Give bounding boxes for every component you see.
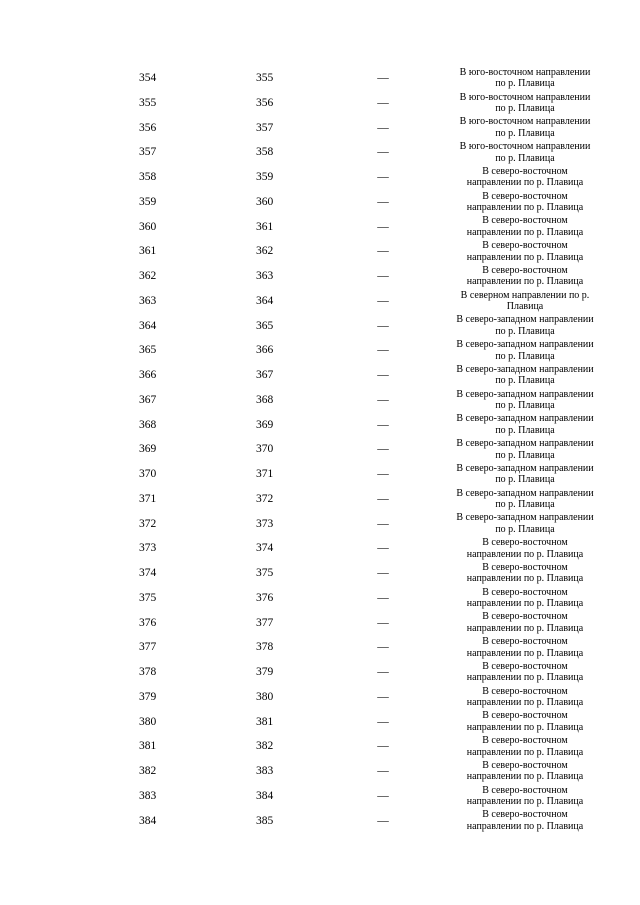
table-row — [0, 215, 640, 240]
direction-description-cell: В северо-западном направлении по р. Плавица — [456, 388, 594, 412]
table-row — [0, 512, 640, 537]
distance-cell: — — [377, 641, 389, 654]
table-row — [0, 190, 640, 215]
from-point-cell: 373 — [139, 542, 157, 555]
table-row — [0, 264, 640, 289]
table-row — [0, 363, 640, 388]
direction-description-cell: В северо-западном направлении по р. Плавица — [456, 339, 594, 362]
table-row — [0, 635, 640, 660]
from-point-cell: 362 — [139, 270, 157, 282]
distance-cell: — — [377, 294, 389, 307]
distance-cell: — — [377, 121, 389, 134]
from-point-cell: 383 — [139, 789, 157, 802]
from-point-cell: 358 — [139, 171, 157, 183]
from-point-cell: 375 — [139, 591, 157, 604]
to-point-cell: 379 — [256, 666, 274, 678]
distance-cell: — — [377, 666, 389, 678]
direction-description-cell: В северо-западном направлении по р. Плавица — [456, 438, 594, 461]
distance-cell: — — [377, 616, 389, 629]
direction-description-cell: В северо-восточном направлении по р. Плавица — [466, 660, 584, 684]
table-row — [0, 66, 640, 91]
table-row — [0, 759, 640, 784]
distance-cell: — — [377, 814, 389, 827]
table-row — [0, 91, 640, 116]
table-row — [0, 536, 640, 561]
table-row — [0, 809, 640, 834]
table-row — [0, 710, 640, 735]
direction-description-cell: В северо-восточном направлении по р. Плавица — [466, 685, 584, 709]
to-point-cell: 369 — [256, 418, 274, 431]
direction-description-cell: В юго-восточном направлении по р. Плавица — [459, 91, 591, 115]
from-point-cell: 372 — [139, 517, 157, 530]
from-point-cell: 366 — [139, 369, 157, 381]
distance-cell: — — [377, 468, 389, 480]
from-point-cell: 377 — [139, 641, 157, 654]
distance-cell: — — [377, 690, 389, 703]
direction-description-cell: В северо-восточном направлении по р. Плавица — [466, 561, 584, 585]
table-row — [0, 314, 640, 339]
to-point-cell: 383 — [256, 765, 274, 777]
distance-cell: — — [377, 765, 389, 777]
table-row — [0, 734, 640, 759]
direction-description-cell: В северо-восточном направлении по р. Плавица — [466, 784, 584, 808]
distance-cell: — — [377, 740, 389, 753]
table-row — [0, 611, 640, 636]
to-point-cell: 359 — [256, 171, 274, 183]
table-row — [0, 784, 640, 809]
distance-cell: — — [377, 591, 389, 604]
to-point-cell: 355 — [256, 72, 274, 84]
from-point-cell: 379 — [139, 690, 157, 703]
distance-cell: — — [377, 369, 389, 381]
direction-description-cell: В северо-восточном направлении по р. Плавица — [466, 215, 584, 238]
table-row — [0, 462, 640, 487]
direction-description-cell: В северном направлении по р. Плавица — [460, 289, 590, 313]
from-point-cell: 357 — [139, 146, 157, 159]
direction-description-cell: В северо-западном направлении по р. Плавица — [456, 413, 594, 436]
to-point-cell: 385 — [256, 814, 274, 827]
direction-description-cell: В северо-восточном направлении по р. Плавица — [466, 636, 584, 659]
to-point-cell: 377 — [256, 616, 274, 629]
direction-description-cell: В северо-западном направлении по р. Плавица — [456, 512, 594, 535]
direction-description-cell: В северо-восточном направлении по р. Плавица — [466, 190, 584, 214]
boundary-points-table — [0, 66, 640, 833]
table-row — [0, 338, 640, 363]
direction-description-cell: В северо-восточном направлении по р. Плавица — [466, 611, 584, 634]
direction-description-cell: В северо-западном направлении по р. Плавица — [456, 487, 594, 511]
table-row — [0, 586, 640, 611]
distance-cell: — — [377, 171, 389, 183]
direction-description-cell: В северо-восточном направлении по р. Плавица — [466, 735, 584, 758]
direction-description-cell: В северо-восточном направлении по р. Плавица — [466, 586, 584, 610]
distance-cell: — — [377, 96, 389, 109]
to-point-cell: 380 — [256, 690, 274, 703]
from-point-cell: 376 — [139, 616, 157, 629]
table-row — [0, 388, 640, 413]
distance-cell: — — [377, 517, 389, 530]
distance-cell: — — [377, 220, 389, 233]
from-point-cell: 381 — [139, 740, 157, 753]
distance-cell: — — [377, 542, 389, 555]
to-point-cell: 357 — [256, 121, 274, 134]
to-point-cell: 362 — [256, 245, 274, 258]
table-row — [0, 561, 640, 586]
table-row — [0, 165, 640, 190]
from-point-cell: 380 — [139, 715, 157, 728]
to-point-cell: 366 — [256, 344, 274, 357]
from-point-cell: 364 — [139, 319, 157, 332]
distance-cell: — — [377, 567, 389, 579]
to-point-cell: 361 — [256, 220, 274, 233]
table-row — [0, 289, 640, 314]
from-point-cell: 384 — [139, 814, 157, 827]
table-row — [0, 239, 640, 264]
from-point-cell: 382 — [139, 765, 157, 777]
table-row — [0, 660, 640, 685]
to-point-cell: 363 — [256, 270, 274, 282]
table-row — [0, 437, 640, 462]
direction-description-cell: В северо-западном направлении по р. Плавица — [456, 314, 594, 337]
from-point-cell: 367 — [139, 393, 157, 406]
table-row — [0, 487, 640, 512]
distance-cell: — — [377, 789, 389, 802]
distance-cell: — — [377, 72, 389, 84]
to-point-cell: 371 — [256, 468, 274, 480]
direction-description-cell: В северо-восточном направлении по р. Плавица — [466, 240, 584, 263]
to-point-cell: 374 — [256, 542, 274, 555]
from-point-cell: 365 — [139, 344, 157, 357]
table-row — [0, 685, 640, 710]
from-point-cell: 355 — [139, 96, 157, 109]
from-point-cell: 359 — [139, 195, 157, 208]
from-point-cell: 371 — [139, 492, 157, 505]
from-point-cell: 354 — [139, 72, 157, 84]
from-point-cell: 368 — [139, 418, 157, 431]
to-point-cell: 376 — [256, 591, 274, 604]
from-point-cell: 363 — [139, 294, 157, 307]
to-point-cell: 382 — [256, 740, 274, 753]
to-point-cell: 372 — [256, 492, 274, 505]
table-row — [0, 116, 640, 141]
from-point-cell: 370 — [139, 468, 157, 480]
to-point-cell: 375 — [256, 567, 274, 579]
direction-description-cell: В северо-восточном направлении по р. Плавица — [466, 809, 584, 832]
direction-description-cell: В юго-восточном направлении по р. Плавица — [459, 66, 591, 90]
to-point-cell: 358 — [256, 146, 274, 159]
table-row — [0, 140, 640, 165]
direction-description-cell: В северо-восточном направлении по р. Плавица — [466, 165, 584, 189]
from-point-cell: 374 — [139, 567, 157, 579]
direction-description-cell: В юго-восточном направлении по р. Плавица — [459, 141, 591, 164]
from-point-cell: 356 — [139, 121, 157, 134]
to-point-cell: 360 — [256, 195, 274, 208]
direction-description-cell: В северо-восточном направлении по р. Плавица — [466, 710, 584, 733]
to-point-cell: 384 — [256, 789, 274, 802]
to-point-cell: 368 — [256, 393, 274, 406]
direction-description-cell: В северо-восточном направлении по р. Плавица — [466, 759, 584, 783]
distance-cell: — — [377, 146, 389, 159]
to-point-cell: 364 — [256, 294, 274, 307]
to-point-cell: 365 — [256, 319, 274, 332]
from-point-cell: 378 — [139, 666, 157, 678]
distance-cell: — — [377, 443, 389, 456]
to-point-cell: 373 — [256, 517, 274, 530]
from-point-cell: 361 — [139, 245, 157, 258]
distance-cell: — — [377, 344, 389, 357]
distance-cell: — — [377, 195, 389, 208]
distance-cell: — — [377, 715, 389, 728]
to-point-cell: 367 — [256, 369, 274, 381]
direction-description-cell: В северо-восточном направлении по р. Плавица — [466, 537, 584, 560]
to-point-cell: 381 — [256, 715, 274, 728]
from-point-cell: 369 — [139, 443, 157, 456]
distance-cell: — — [377, 319, 389, 332]
direction-description-cell: В северо-восточном направлении по р. Плавица — [466, 264, 584, 288]
to-point-cell: 356 — [256, 96, 274, 109]
table-row — [0, 413, 640, 438]
distance-cell: — — [377, 492, 389, 505]
direction-description-cell: В северо-западном направлении по р. Плавица — [456, 462, 594, 486]
distance-cell: — — [377, 270, 389, 282]
from-point-cell: 360 — [139, 220, 157, 233]
direction-description-cell: В северо-западном направлении по р. Плавица — [456, 363, 594, 387]
to-point-cell: 370 — [256, 443, 274, 456]
to-point-cell: 378 — [256, 641, 274, 654]
direction-description-cell: В юго-восточном направлении по р. Плавица — [459, 116, 591, 139]
distance-cell: — — [377, 418, 389, 431]
distance-cell: — — [377, 245, 389, 258]
distance-cell: — — [377, 393, 389, 406]
